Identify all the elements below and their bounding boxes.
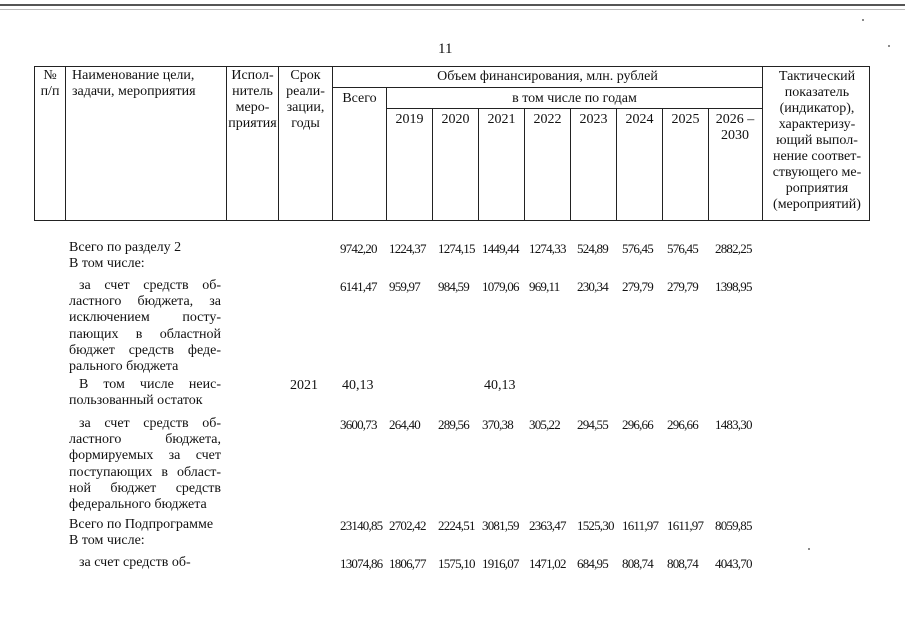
row-label-line: ластного бюджета, за <box>69 294 221 310</box>
header-year: 2026 – 2030 <box>715 112 755 143</box>
row-year-value: 1449,44 <box>482 241 519 256</box>
header-col-total: Всего <box>342 91 377 106</box>
row-year-value: 1611,97 <box>622 518 659 533</box>
row-year-value: 1471,02 <box>529 556 566 571</box>
row-label-line: поступающих в област- <box>69 464 221 480</box>
row-label-line: бюджет средств феде- <box>69 342 221 358</box>
header-year: 2021 <box>487 112 516 127</box>
row-year-value: 8059,85 <box>715 518 752 533</box>
header-year: 2022 <box>533 112 562 127</box>
scan-speck <box>888 45 890 47</box>
header-col-number: № п/п <box>40 68 60 99</box>
row-label-line: В том числе: <box>69 533 145 549</box>
row-year-value: 524,89 <box>577 241 608 256</box>
row-year-value: 969,11 <box>529 279 560 294</box>
row-total: 6141,47 <box>340 279 377 294</box>
header-divider <box>65 66 66 221</box>
row-label-line: ластного бюджета, <box>69 432 221 448</box>
row-year-value: 4043,70 <box>715 556 752 571</box>
row-label-line: исключением посту- <box>69 310 221 326</box>
row-year-value: 1224,37 <box>389 241 426 256</box>
scan-speck <box>862 19 864 21</box>
row-label-line: формируемых за счет <box>69 448 221 464</box>
row-year-value: 230,34 <box>577 279 608 294</box>
row-year-value: 289,56 <box>438 417 469 432</box>
row-label <box>69 377 221 409</box>
row-year-value: 40,13 <box>484 378 516 393</box>
row-year-value: 576,45 <box>667 241 698 256</box>
row-label-line: Всего по разделу 2 <box>69 240 182 255</box>
row-year-value: 1806,77 <box>389 556 426 571</box>
header-col-by-year: в том числе по годам <box>512 91 637 106</box>
row-year-value: 2702,42 <box>389 518 426 533</box>
row-year-value: 959,97 <box>389 279 420 294</box>
header-col-indicator: Тактический показатель (индикатор), характеризующий выполнение соответствующего мероприятия (мероприятий) <box>772 69 862 212</box>
row-year-value: 808,74 <box>667 556 698 571</box>
row-label-line: пользованный остаток <box>69 393 203 409</box>
row-year-value: 296,66 <box>622 417 653 432</box>
header-year: 2020 <box>441 112 470 127</box>
row-year-value: 1274,15 <box>438 241 475 256</box>
row-label <box>69 240 221 272</box>
header-col-volume: Объем финансирования, млн. рублей <box>437 69 658 84</box>
row-label-line: Всего по Подпрограмме <box>69 517 214 532</box>
row-label-line: В том числе: <box>69 256 145 272</box>
row-year-value: 279,79 <box>622 279 653 294</box>
header-left-border <box>34 66 35 221</box>
row-label <box>69 278 221 375</box>
header-subline <box>332 87 762 88</box>
header-year: 2024 <box>625 112 654 127</box>
header-year: 2025 <box>671 112 700 127</box>
row-year-value: 808,74 <box>622 556 653 571</box>
table-header <box>34 66 870 221</box>
row-year-value: 684,95 <box>577 556 608 571</box>
row-label-line: ной бюджет средств <box>69 480 221 496</box>
row-year-value: 2224,51 <box>438 518 475 533</box>
row-year-value: 1611,97 <box>667 518 704 533</box>
row-label-line: за счет средств об- <box>79 416 221 431</box>
header-divider <box>708 108 709 221</box>
header-divider <box>386 87 387 221</box>
row-year-value: 984,59 <box>438 279 469 294</box>
row-year-value: 264,40 <box>389 417 420 432</box>
header-subline <box>386 108 762 109</box>
row-year-value: 1575,10 <box>438 556 475 571</box>
header-top-border <box>34 66 870 67</box>
scan-speck <box>808 548 810 550</box>
row-year-value: 279,79 <box>667 279 698 294</box>
header-col-name: Наименование цели, задачи, мероприятия <box>72 68 196 99</box>
row-total: 3600,73 <box>340 417 377 432</box>
row-year-value: 1916,07 <box>482 556 519 571</box>
row-year-value: 370,38 <box>482 417 513 432</box>
header-year: 2019 <box>395 112 424 127</box>
top-border-line-secondary <box>0 9 905 10</box>
row-year-value: 1079,06 <box>482 279 519 294</box>
row-total: 40,13 <box>342 378 374 393</box>
page-number: 11 <box>438 41 453 57</box>
row-year-value: 2363,47 <box>529 518 566 533</box>
header-right-border <box>869 66 870 221</box>
row-total: 13074,86 <box>340 556 383 571</box>
row-year-value: 1274,33 <box>529 241 566 256</box>
header-divider <box>762 66 763 221</box>
row-label <box>69 517 221 549</box>
row-year-value: 296,66 <box>667 417 698 432</box>
row-label-line: рального бюджета <box>69 359 179 375</box>
row-label-line: федерального бюджета <box>69 497 207 513</box>
row-year-value: 1398,95 <box>715 279 752 294</box>
header-year: 2023 <box>579 112 608 127</box>
row-year-value: 2882,25 <box>715 241 752 256</box>
row-label-line: за счет средств об- <box>79 555 191 570</box>
row-year-value: 305,22 <box>529 417 560 432</box>
row-total: 23140,85 <box>340 518 383 533</box>
row-label <box>69 416 221 513</box>
header-bottom-border <box>34 220 870 221</box>
row-term: 2021 <box>290 378 318 393</box>
row-year-value: 1483,30 <box>715 417 752 432</box>
top-border-line <box>0 4 905 6</box>
row-total: 9742,20 <box>340 241 377 256</box>
header-divider <box>332 66 333 221</box>
row-year-value: 294,55 <box>577 417 608 432</box>
row-label <box>69 555 221 571</box>
row-year-value: 576,45 <box>622 241 653 256</box>
row-year-value: 1525,30 <box>577 518 614 533</box>
header-col-executor: Исполнитель мероприятия <box>228 68 277 131</box>
header-col-term: Срок реализации, годы <box>286 68 325 131</box>
row-year-value: 3081,59 <box>482 518 519 533</box>
row-label-line: пающих в областной <box>69 326 221 342</box>
row-label-line: за счет средств об- <box>79 278 221 293</box>
row-label-line: В том числе неис- <box>79 377 221 392</box>
